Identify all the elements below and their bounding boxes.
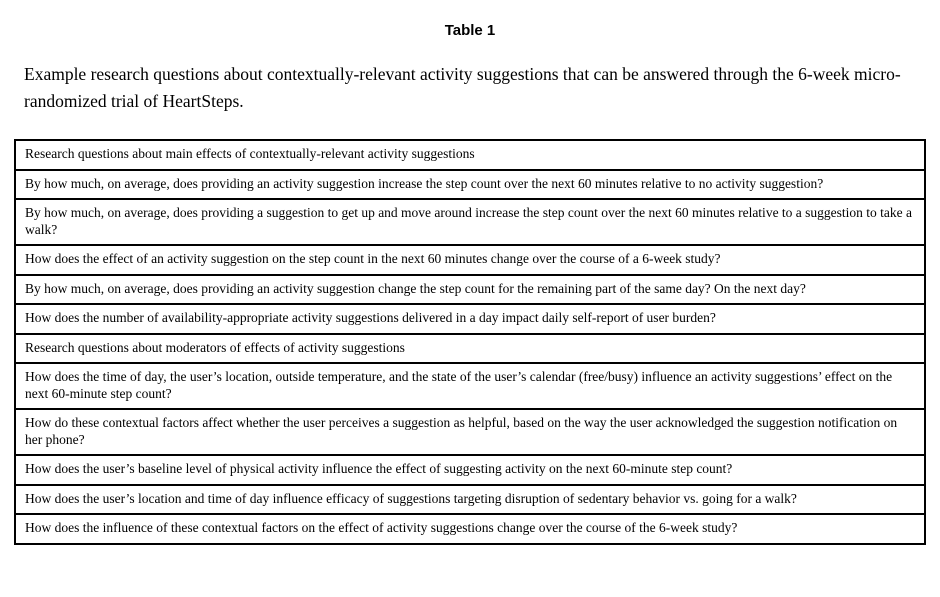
table-row-section-main-effects: Research questions about main effects of contextually-relevant activity suggestions	[25, 146, 475, 161]
table-caption: Example research questions about contextually-relevant activity suggestions that can be answered through the 6-week micro-randomized trial of HeartSteps.	[24, 64, 901, 111]
table-row: By how much, on average, does providing an activity suggestion increase the step count over the next 60 minutes relative to no activity suggestion?	[16, 169, 924, 199]
table-row: How does the time of day, the user’s location, outside temperature, and the state of the user’s calendar (free/busy) influence an activity suggestions’ effect on the next 60-minute step count?	[16, 362, 924, 408]
table-row: By how much, on average, does providing a suggestion to get up and move around increase the step count over the next 60 minutes relative to a suggestion to take a walk?	[16, 198, 924, 244]
research-questions-table	[14, 139, 926, 545]
table-title: Table 1	[444, 22, 496, 39]
table-row: How do these contextual factors affect whether the user perceives a suggestion as helpful, based on the way the user acknowledged the suggestion notification on her phone?	[16, 408, 924, 454]
table-row: How does the user’s baseline level of physical activity influence the effect of suggesting activity on the next 60-minute step count?	[16, 454, 924, 484]
table-row: How does the user’s location and time of day influence efficacy of suggestions targeting disruption of sedentary behavior vs. going for a walk?	[16, 484, 924, 514]
table-row: How does the influence of these contextual factors on the effect of activity suggestions change over the course of the 6-week study?	[16, 513, 924, 543]
table-row-section-moderators: Research questions about moderators of effects of activity suggestions	[16, 333, 924, 363]
table-row: How does the effect of an activity suggestion on the step count in the next 60 minutes change over the course of a 6-week study?	[16, 244, 924, 274]
table-row: By how much, on average, does providing an activity suggestion change the step count for the remaining part of the same day? On the next day?	[16, 274, 924, 304]
table-row: How does the number of availability-appropriate activity suggestions delivered in a day impact daily self-report of user burden?	[16, 303, 924, 333]
